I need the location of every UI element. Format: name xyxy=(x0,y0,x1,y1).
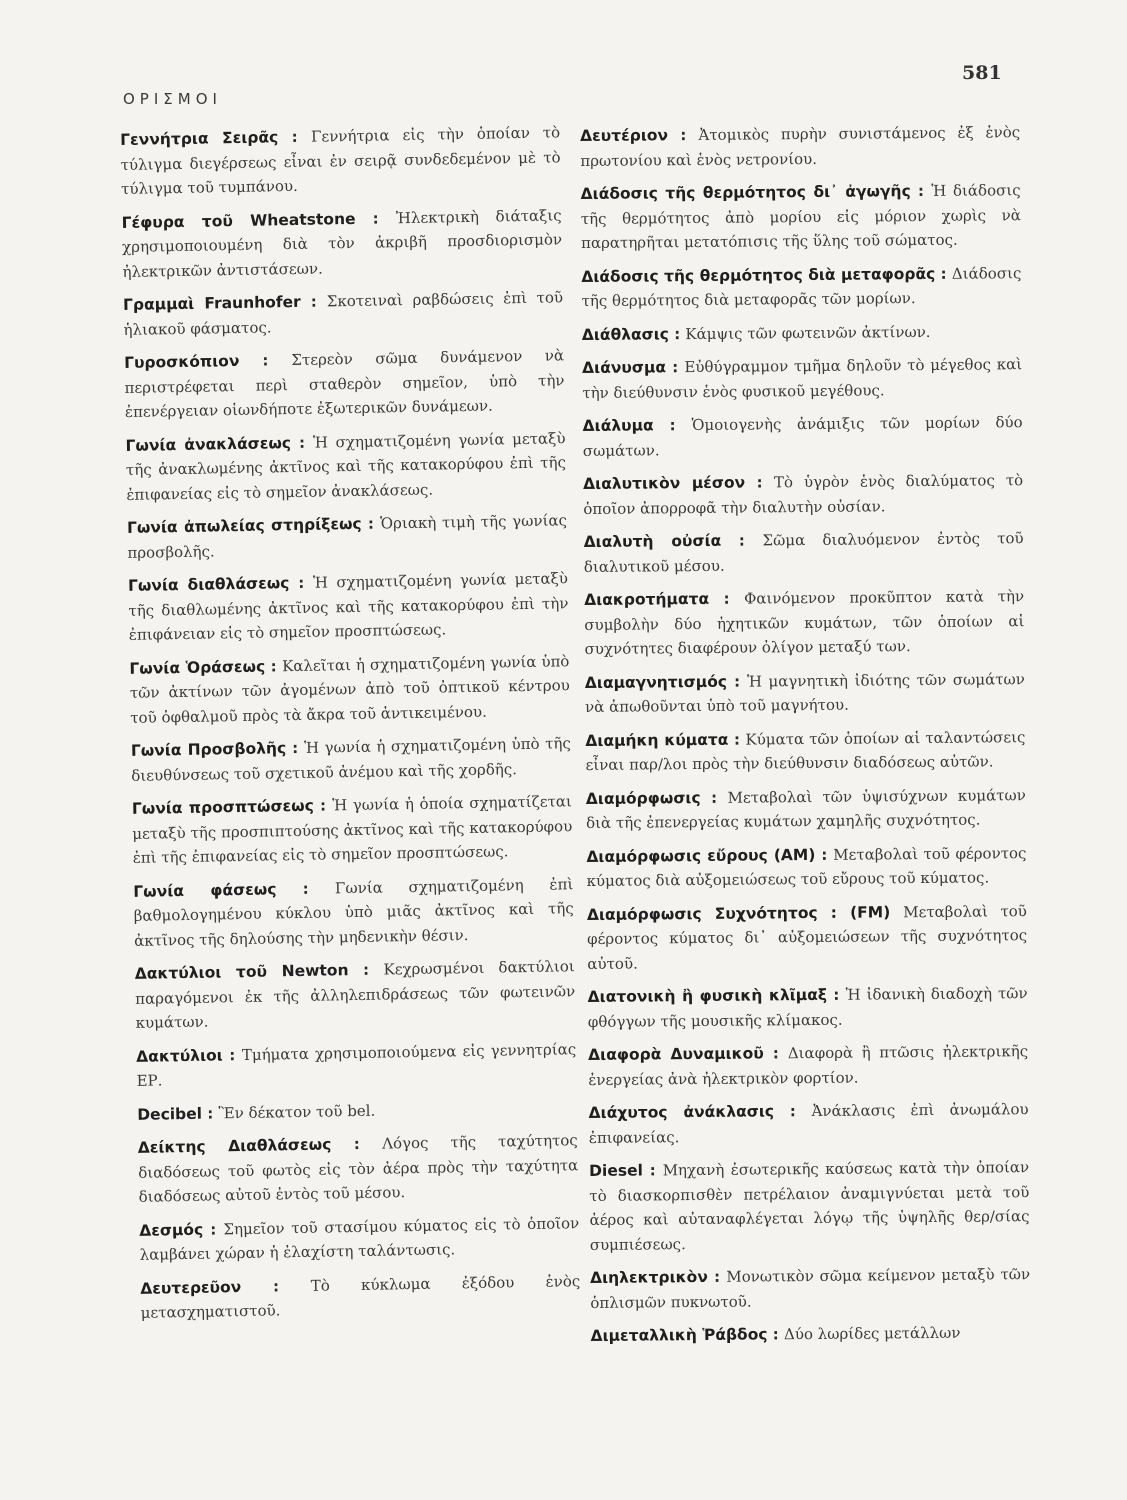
entry-definition: Μεταβολαὶ τοῦ φέροντος κύματος δι᾿ αὐξομειώσεων τῆς συχνότητος αὐτοῦ. xyxy=(587,901,1028,973)
entry-term: Γωνία φάσεως xyxy=(133,879,277,901)
entry-term: Διαφορὰ Δυναμικοῦ xyxy=(588,1044,764,1064)
entry-separator: : xyxy=(222,1045,243,1064)
entry-term: Διάνυσμα xyxy=(582,358,667,377)
entry-term: Διαμόρφωσις εὔρους (AM) xyxy=(586,845,816,866)
entry-separator: : xyxy=(276,878,336,898)
entry-term: Διάδοσις τῆς θερμότητος διὰ μεταφορᾶς xyxy=(581,264,936,286)
entry-separator: : xyxy=(728,730,746,749)
glossary-entry xyxy=(136,1037,577,1094)
glossary-entry xyxy=(582,319,1022,347)
entry-definition: Τὸ κύκλωμα ἐξόδου ἑνὸς μετασχηματιστοῦ. xyxy=(140,1271,581,1322)
entry-separator: : xyxy=(331,1134,383,1154)
entry-term: Διάχυτος ἀνάκλασις xyxy=(588,1102,775,1122)
entry-term: Διάλυμα xyxy=(582,416,654,435)
entry-definition: Διαφορὰ ἢ πτῶσις ἠλεκτρικῆς ἐνεργείας ἀνὰ ἠλεκτρικὸν φορτίον. xyxy=(588,1042,1029,1089)
entry-separator: : xyxy=(241,1276,311,1296)
entry-separator: : xyxy=(826,985,846,1004)
entry-term: Γραμμαὶ Fraunhofer xyxy=(122,292,301,314)
glossary-entry xyxy=(588,1039,1028,1092)
entry-separator: : xyxy=(910,181,932,201)
entry-definition: Καλεῖται ἡ σχηματιζομένη γωνία ὑπὸ τῶν ἀκτίνων τῶν ἀγομένων ἀπὸ τοῦ ὀπτικοῦ κέντρου τοῦ ὀφθαλμοῦ πρὸς τὰ ἄκρα τοῦ ἀντικειμένου. xyxy=(129,651,570,727)
entry-term: Διάθλασις xyxy=(581,324,670,344)
entry-term: Diesel xyxy=(589,1161,643,1180)
entry-definition: Λόγος τῆς ταχύτητος διαδόσεως τοῦ φωτὸς εἰς τὸν ἀέρα πρὸς τὴν ταχύτητα διαδόσεως αὐτοῦ ἐντὸς τοῦ μέσου. xyxy=(138,1131,579,1206)
entry-separator: : xyxy=(289,573,314,593)
entry-definition: Ὁριακὴ τιμὴ τῆς γωνίας προσβολῆς. xyxy=(127,511,568,562)
glossary-entry xyxy=(583,468,1023,521)
entry-definition: Ἓν δέκατον τοῦ bel. xyxy=(218,1101,376,1122)
glossary-entry xyxy=(129,649,570,730)
entry-term: Γέφυρα τοῦ Wheatstone xyxy=(121,209,356,232)
glossary-entry xyxy=(582,352,1022,405)
glossary-entry xyxy=(590,1320,1030,1348)
entry-definition: Κάμψις τῶν φωτεινῶν ἀκτίνων. xyxy=(685,322,931,343)
glossary-entry xyxy=(120,120,561,201)
entry-definition: Εὐθύγραμμον τμῆμα δηλοῦν τὸ μέγεθος καὶ τὴν διεύθυνσιν ἑνὸς φυσικοῦ μεγέθους. xyxy=(582,355,1023,402)
entry-definition: Σῶμα διαλυόμενον ἐντὸς τοῦ διαλυτικοῦ μέσου. xyxy=(583,529,1024,576)
entry-term: Δακτύλιοι τοῦ Newton xyxy=(134,961,349,983)
entry-term: Δακτύλιοι xyxy=(136,1045,223,1066)
entry-term: Γωνία διαθλάσεως xyxy=(127,574,290,595)
glossary-entry xyxy=(581,261,1021,314)
entry-separator: : xyxy=(668,324,686,343)
entry-term: Γωνία ἀπωλείας στηρίξεως xyxy=(126,514,362,537)
glossary-entry xyxy=(138,1128,579,1209)
entry-term: Διηλεκτρικὸν xyxy=(589,1267,708,1287)
entry-separator: : xyxy=(726,672,748,691)
glossary-entry xyxy=(581,178,1022,255)
entry-separator: : xyxy=(642,1161,663,1180)
glossary-entry xyxy=(589,1155,1030,1257)
entry-term: Decibel xyxy=(137,1104,203,1124)
entry-separator: : xyxy=(707,1267,727,1286)
entry-definition: Ἠλεκτρικὴ διάταξις χρησιμοποιουμένη διὰ τὸν ἀκριβῆ προσδιορισμὸν ἠλεκτρικῶν ἀντιστάσεων. xyxy=(121,205,563,281)
entry-separator: : xyxy=(313,796,333,815)
entry-separator: : xyxy=(286,738,305,758)
entry-term: Διατονικὴ ἢ φυσικὴ κλῖμαξ xyxy=(587,985,828,1006)
entry-separator: : xyxy=(709,589,745,608)
glossary-entry xyxy=(132,789,573,870)
entry-separator: : xyxy=(721,531,763,550)
entry-definition: Γεννήτρια εἰς τὴν ὁποίαν τὸ τύλιγμα διεγέρσεως εἶναι ἐν σειρᾷ συνδεδεμένον μὲ τὸ τύλιγμα τοῦ τυμπάνου. xyxy=(120,123,561,198)
glossary-entry xyxy=(588,981,1028,1034)
entry-definition: Μηχανὴ ἐσωτερικῆς καύσεως κατὰ τὴν ὁποίαν τὸ διασκορπισθὲν πετρέλαιον ἀναμιγνύεται μετὰ τοῦ ἀέρος καὶ αὐταναφλέγεται λόγῳ τῆς ὑψηλῆς θερ/σίας συμπιέσεως. xyxy=(589,1158,1030,1254)
entry-term: Διαλυτικὸν μέσον xyxy=(583,473,746,493)
entry-separator: : xyxy=(767,1325,785,1344)
entry-term: Διακροτήματα xyxy=(584,589,710,609)
glossary-entry xyxy=(125,426,566,507)
left-column xyxy=(120,120,581,1334)
glossary-entry xyxy=(589,1097,1029,1150)
entry-separator: : xyxy=(745,473,775,492)
entry-separator: : xyxy=(773,1102,812,1121)
entry-separator: : xyxy=(278,127,312,147)
entry-term: Διαμόρφωσις xyxy=(585,788,701,808)
entry-definition: Μεταβολαὶ τῶν ὑψισύχνων κυμάτων διὰ τῆς ἐπενεργείας κυμάτων χαμηλῆς συχνότητος. xyxy=(586,785,1026,832)
entry-separator: : xyxy=(348,960,384,980)
entry-separator: : xyxy=(300,292,327,311)
entry-term: Γωνία ἀνακλάσεως xyxy=(125,433,292,455)
entry-definition: Φαινόμενον προκῦπτον κατὰ τὴν συμβολὴν δύο ἠχητικῶν κυμάτων, τῶν ὁποίων αἱ συχνότητες διαφέρουν ὀλίγον μεταξύ των. xyxy=(584,587,1025,658)
entry-term: Γωνία Ὁράσεως xyxy=(129,657,266,678)
glossary-entry xyxy=(123,285,564,342)
entry-term: Διάδοσις τῆς θερμότητος δι᾿ ἀγωγῆς xyxy=(580,182,911,203)
glossary-entry xyxy=(124,343,565,424)
glossary-entry xyxy=(585,725,1025,778)
entry-definition: Στερεὸν σῶμα δυνάμενον νὰ περιστρέφεται περὶ σταθερὸν σημεῖον, ὑπὸ τὴν ἐπενέργειαν οἱωνδήποτε ἐξωτερικῶν δυνάμεων. xyxy=(124,346,565,421)
entry-definition: Διάδοσις τῆς θερμότητος διὰ μεταφορᾶς τῶν μορίων. xyxy=(581,263,1022,310)
entry-term: Δευτερεῦον xyxy=(140,1277,242,1298)
glossary-entry xyxy=(140,1269,581,1326)
entry-definition: Ἡ ἰδανικὴ διαδοχὴ τῶν φθόγγων τῆς μουσικῆς κλίμακος. xyxy=(587,984,1028,1031)
entry-definition: Ἡ σχηματιζομένη γωνία μεταξὺ τῆς διαθλωμένης ἀκτῖνος καὶ τῆς κατακορύφου ἐπὶ τὴν ἐπιφάνειαν εἰς τὸ σημεῖον προσπτώσεως. xyxy=(128,569,569,644)
page-number: 581 xyxy=(962,62,1002,84)
entry-definition: Ἡ γωνία ἡ ὁποία σχηματίζεται μεταξὺ τῆς προσπιπτούσης ἀκτῖνος καὶ τῆς κατακορύφου ἐπὶ τῆς ἐπιφανείας εἰς τὸ σημεῖον προσπτώσεως. xyxy=(132,792,573,867)
entry-definition: Κεχρωσμένοι δακτύλιοι παραγόμενοι ἐκ τῆς ἀλληλεπιδράσεως τῶν φωτεινῶν κυμάτων. xyxy=(135,957,576,1032)
entry-separator: : xyxy=(361,514,381,533)
entry-term: Διαλυτὴ οὐσία xyxy=(583,531,722,551)
entry-term: Δευτέριον xyxy=(580,126,669,145)
glossary-entry xyxy=(590,1262,1030,1315)
right-column xyxy=(580,120,1031,1357)
entry-separator: : xyxy=(700,788,728,807)
glossary-entry xyxy=(139,1211,580,1268)
entry-definition: Ἡ μαγνητικὴ ἰδιότης τῶν σωμάτων νὰ ἀπωθοῦνται ὑπὸ τοῦ μαγνήτου. xyxy=(585,669,1025,716)
glossary-entry xyxy=(586,783,1026,836)
entry-definition: Ἡ σχηματιζομένη γωνία μεταξὺ τῆς ἀνακλωμένης ἀκτῖνος καὶ τῆς κατακορύφου ἐπὶ τῆς ἐπιφανείας εἰς τὸ σημεῖον ἀνακλάσεως. xyxy=(125,428,567,504)
entry-definition: Μεταβολαὶ τοῦ φέροντος κύματος διὰ αὐξομειώσεως τοῦ εὔρους τοῦ κύματος. xyxy=(586,843,1027,890)
glossary-entry xyxy=(583,410,1023,463)
glossary-entry xyxy=(584,526,1024,579)
header-title: ΟΡΙΣΜΟΙ xyxy=(123,90,222,108)
entry-term: Δείκτης Διαθλάσεως xyxy=(137,1135,332,1157)
entry-term: Γεννήτρια Σειρᾶς xyxy=(120,128,279,149)
entry-separator: : xyxy=(355,208,397,228)
glossary-entry xyxy=(127,508,568,565)
entry-definition: Κύματα τῶν ὁποίων αἱ ταλαντώσεις εἶναι παρ/λοι πρὸς τὴν διεύθυνσιν διαδόσεως αὐτῶν. xyxy=(585,727,1026,774)
entry-separator xyxy=(890,903,903,921)
glossary-entry xyxy=(580,120,1020,173)
glossary-entry xyxy=(587,899,1028,976)
glossary-entry xyxy=(128,566,569,647)
entry-separator: : xyxy=(763,1044,788,1063)
entry-separator: : xyxy=(201,1103,219,1123)
entry-definition: Δύο λωρίδες μετάλλων xyxy=(783,1323,961,1344)
entry-term: Γωνία προσπτώσεως xyxy=(131,796,315,818)
entry-term: Διαμόρφωσις Συχνότητος : (FM) xyxy=(586,902,891,924)
entry-separator: : xyxy=(265,656,283,676)
glossary-entry xyxy=(135,954,576,1035)
entry-term: Διαμήκη κύματα xyxy=(585,730,729,750)
entry-term: Διαμαγνητισμός xyxy=(584,672,728,692)
entry-term: Δεσμός xyxy=(139,1220,204,1240)
entry-term: Γυροσκόπιον xyxy=(123,351,240,372)
entry-definition: Ἡ γωνία ἡ σχηματιζομένη ὑπὸ τῆς διευθύνσεως τοῦ σχετικοῦ ἀνέμου καὶ τῆς χορδῆς. xyxy=(131,734,571,785)
entry-definition: Σκοτειναὶ ραβδώσεις ἐπὶ τοῦ ἡλιακοῦ φάσματος. xyxy=(123,288,564,339)
entry-definition: Ἡ διάδοσις τῆς θερμότητος ἀπὸ μορίου εἰς μόριον χωρὶς νὰ παρατηρῆται μετατόπισις τῆς ὕλης τοῦ σώματος. xyxy=(580,181,1021,252)
entry-separator: : xyxy=(667,125,699,145)
glossary-entry xyxy=(585,667,1025,720)
glossary-entry xyxy=(584,584,1025,661)
entry-definition: Μονωτικὸν σῶμα κείμενον μεταξὺ τῶν ὁπλισμῶν πυκνωτοῦ. xyxy=(590,1265,1031,1312)
glossary-entry xyxy=(121,203,562,284)
entry-separator: : xyxy=(935,264,952,283)
entry-separator: : xyxy=(290,433,314,452)
glossary-entry xyxy=(133,872,574,953)
entry-separator: : xyxy=(203,1219,224,1239)
entry-term: Διμεταλλικὴ Ῥάβδος xyxy=(590,1325,768,1345)
glossary-entry xyxy=(131,731,572,788)
entry-definition: Ἀνάκλασις ἐπὶ ἀνωμάλου ἐπιφανείας. xyxy=(588,1100,1029,1147)
entry-definition: Σημεῖον τοῦ στασίμου κύματος εἰς τὸ ὁποῖον λαμβάνει χώραν ἡ ἐλαχίστη ταλάντωσις. xyxy=(139,1213,580,1264)
entry-separator: : xyxy=(653,416,692,435)
entry-definition: Τὸ ὑγρὸν ἑνὸς διαλύματος τὸ ὁποῖον ἀπορροφᾶ τὴν διαλυτὴν οὐσίαν. xyxy=(583,471,1024,518)
entry-separator: : xyxy=(665,358,685,377)
entry-definition: Ἀτομικὸς πυρὴν συνιστάμενος ἐξ ἑνὸς πρωτονίου καὶ ἑνὸς νετρονίου. xyxy=(580,123,1021,170)
entry-separator: : xyxy=(239,351,292,370)
entry-definition: Γωνία σχηματιζομένη ἐπὶ βαθμολογημένου κύκλου ὑπὸ μιᾶς ἀκτῖνος καὶ τῆς ἀκτῖνος τῆς δηλούσης τὴν μηδενικὴν θέσιν. xyxy=(133,874,574,950)
entry-separator: : xyxy=(815,845,834,864)
entry-definition: Ὁμοιογενὴς ἀνάμιξις τῶν μορίων δύο σωμάτων. xyxy=(582,413,1023,460)
glossary-entry xyxy=(586,841,1026,894)
entry-term: Γωνία Προσβολῆς xyxy=(130,739,287,760)
glossary-entry xyxy=(137,1095,577,1127)
entry-definition: Τμήματα χρησιμοποιούμενα εἰς γεννητρίας ΕΡ. xyxy=(136,1039,577,1090)
